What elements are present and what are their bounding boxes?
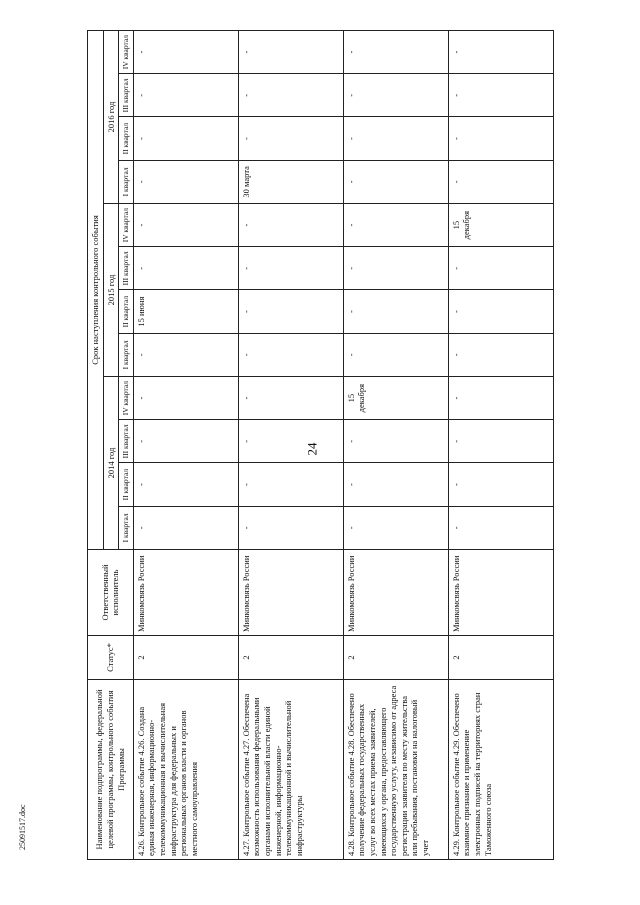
status-cell: 2 [448, 636, 553, 680]
deadline-cell: - [133, 377, 238, 420]
deadline-cell: 30 марта [238, 160, 343, 203]
deadline-cell: - [238, 247, 343, 290]
table-row [448, 31, 553, 860]
deadline-cell: - [133, 31, 238, 74]
deadline-cell: - [448, 117, 553, 160]
event-name-cell: 4.26. Контрольное событие 4.26. Создана единая инженерная, информационно-телекоммуникационная и вычислительная инфраструктура для федеральных и региональных органов власти и органов местного самоуправления [133, 680, 238, 860]
deadline-cell: - [448, 506, 553, 549]
header-quarter: IV квартал [119, 31, 133, 74]
deadline-cell: 15 декабря [343, 377, 448, 420]
header-quarter: I квартал [119, 333, 133, 376]
header-year-2014: 2014 год [103, 377, 119, 550]
executor-cell: Минкомсвязь России [133, 550, 238, 636]
status-cell: 2 [343, 636, 448, 680]
header-quarter: III квартал [119, 247, 133, 290]
rotated-table-area [87, 20, 617, 860]
deadline-cell: - [133, 333, 238, 376]
deadline-cell: - [448, 247, 553, 290]
header-executor: Ответственный исполнитель [88, 550, 134, 636]
deadline-cell: - [133, 160, 238, 203]
header-year-2015: 2015 год [103, 204, 119, 377]
deadline-cell: - [238, 74, 343, 117]
deadline-cell: - [343, 463, 448, 506]
executor-cell: Минкомсвязь России [238, 550, 343, 636]
deadline-cell: - [448, 377, 553, 420]
deadline-cell: - [448, 290, 553, 333]
deadline-cell: 15 июня [133, 290, 238, 333]
deadline-cell: - [343, 117, 448, 160]
status-cell: 2 [238, 636, 343, 680]
header-quarter: II квартал [119, 117, 133, 160]
deadline-cell: - [133, 204, 238, 247]
deadline-cell: - [133, 506, 238, 549]
deadline-cell: - [448, 160, 553, 203]
deadline-cell: - [343, 31, 448, 74]
deadline-cell: - [343, 333, 448, 376]
deadline-cell: - [448, 333, 553, 376]
executor-cell: Минкомсвязь России [343, 550, 448, 636]
header-quarter: II квартал [119, 463, 133, 506]
deadline-cell: - [238, 117, 343, 160]
deadline-cell: - [133, 463, 238, 506]
header-name: Наименование подпрограммы, федеральной целевой программы, контрольного события Программы [88, 680, 134, 860]
deadline-cell: - [238, 290, 343, 333]
deadline-cell: - [133, 117, 238, 160]
status-cell: 2 [133, 636, 238, 680]
file-name-footer: 25091517.doc [18, 804, 27, 850]
deadline-cell: - [238, 420, 343, 463]
deadline-cell: - [133, 420, 238, 463]
deadline-cell: - [238, 506, 343, 549]
deadline-cell: - [448, 74, 553, 117]
deadline-cell: - [238, 333, 343, 376]
header-quarter: III квартал [119, 74, 133, 117]
table-body [133, 31, 553, 860]
deadline-cell: - [238, 463, 343, 506]
deadline-cell: - [343, 160, 448, 203]
table-row [343, 31, 448, 860]
deadline-cell: - [343, 74, 448, 117]
deadline-cell: - [448, 31, 553, 74]
deadline-cell: - [343, 290, 448, 333]
event-name-cell: 4.29. Контрольное событие 4.29. Обеспечено взаимное признание и применение электронных подписей на территориях стран Таможенного союза [448, 680, 553, 860]
header-quarter: I квартал [119, 506, 133, 549]
deadline-cell: - [133, 247, 238, 290]
page-number: 24 [304, 442, 320, 456]
control-events-table [87, 30, 554, 860]
deadline-cell: 15 декабря [448, 204, 553, 247]
table-row [133, 31, 238, 860]
deadline-cell: - [448, 420, 553, 463]
header-quarter: IV квартал [119, 204, 133, 247]
header-quarter: I квартал [119, 160, 133, 203]
header-deadline: Срок наступления контрольного события [88, 31, 104, 550]
table-row [238, 31, 343, 860]
deadline-cell: - [343, 204, 448, 247]
deadline-cell: - [238, 377, 343, 420]
header-quarter: III квартал [119, 420, 133, 463]
executor-cell: Минкомсвязь России [448, 550, 553, 636]
event-name-cell: 4.27. Контрольное событие 4.27. Обеспечена возможность использования федеральными органами исполнительной власти единой инженерной, информационно-телекоммуникационной и вычислительной инфраструктуры [238, 680, 343, 860]
deadline-cell: - [133, 74, 238, 117]
header-status: Статус* [88, 636, 134, 680]
event-name-cell: 4.28. Контрольное событие 4.28. Обеспечено получение федеральных государственных услуг во всех местах приема заявителей, имеющихся у органа, предоставляющего государственную услугу, независимо от адреса регистрации заявителя по месту жительства или пребывания, постановки на налоговый учет [343, 680, 448, 860]
deadline-cell: - [343, 247, 448, 290]
header-quarter: II квартал [119, 290, 133, 333]
deadline-cell: - [343, 420, 448, 463]
header-quarter: IV квартал [119, 377, 133, 420]
deadline-cell: - [448, 463, 553, 506]
deadline-cell: - [238, 31, 343, 74]
deadline-cell: - [343, 506, 448, 549]
deadline-cell: - [238, 204, 343, 247]
header-year-2016: 2016 год [103, 31, 119, 204]
